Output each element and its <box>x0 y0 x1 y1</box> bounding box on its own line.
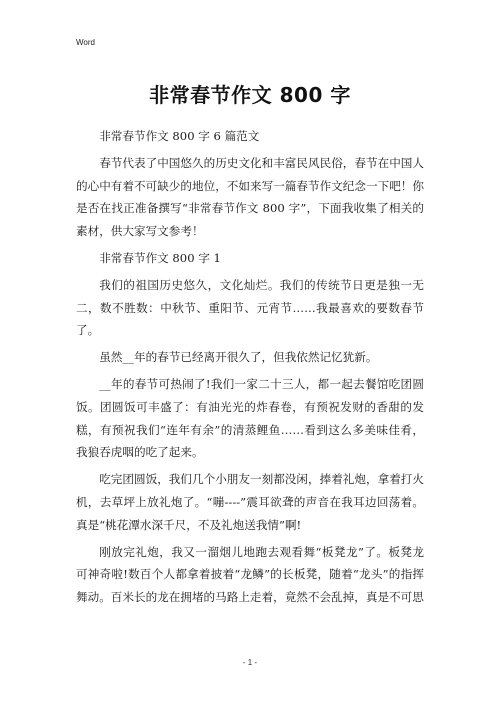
document-title: 非常春节作文 800 字 <box>149 83 351 107</box>
document-body <box>76 125 424 613</box>
subtitle-paragraph: 非常春节作文 800 字 6 篇范文 <box>99 129 260 143</box>
body-paragraph: 虽然__年的春节已经离开很久了，但我依然记忆犹新。 <box>99 350 378 365</box>
body-paragraph: 刚放完礼炮，我又一溜烟儿地跑去观看舞“板凳龙”了。板凳龙可神奇啦!数百个人都拿着披着“龙鳞”的长板凳，随着“龙头”的指挥舞动。百米长的龙在拥堵的马路上走着，竟然不会乱掉，真是不可思 <box>76 544 424 605</box>
body-paragraph: 吃完团圆饭，我们几个小朋友一刻都没闲，捧着礼炮，拿着打火机，去草坪上放礼炮了。“嘣----”震耳欲聋的声音在我耳边回荡着。真是“桃花潭水深千尺，不及礼炮送我情”啊! <box>76 472 424 532</box>
essay-heading: 非常春节作文 800 字 1 <box>99 250 221 265</box>
page-number: - 1 - <box>242 658 258 667</box>
intro-paragraph: 春节代表了中国悠久的历史文化和丰富民风民俗，春节在中国人的心中有着不可缺少的地位，不如来写一篇春节作文纪念一下吧！你是否在找正准备撰写“非常春节作文 800 字”，下面我收集了相关的素材，供大家写文参考！ <box>76 155 424 239</box>
header-label: Word <box>76 38 95 47</box>
body-paragraph: 我们的祖国历史悠久，文化灿烂。我们的传统节日更是独一无二，数不胜数：中秋节、重阳节、元宵节……我最喜欢的要数春节了。 <box>76 277 424 338</box>
body-paragraph: __年的春节可热闹了!我们一家二十三人，都一起去餐馆吃团圆饭。团圆饭可丰盛了：有油光光的炸春卷，有预祝发财的香甜的发糕，有预祝我们“连年有余”的清蒸鲤鱼……看到这么多美味佳肴，我狼吞虎咽的吃了起来。 <box>76 376 424 460</box>
